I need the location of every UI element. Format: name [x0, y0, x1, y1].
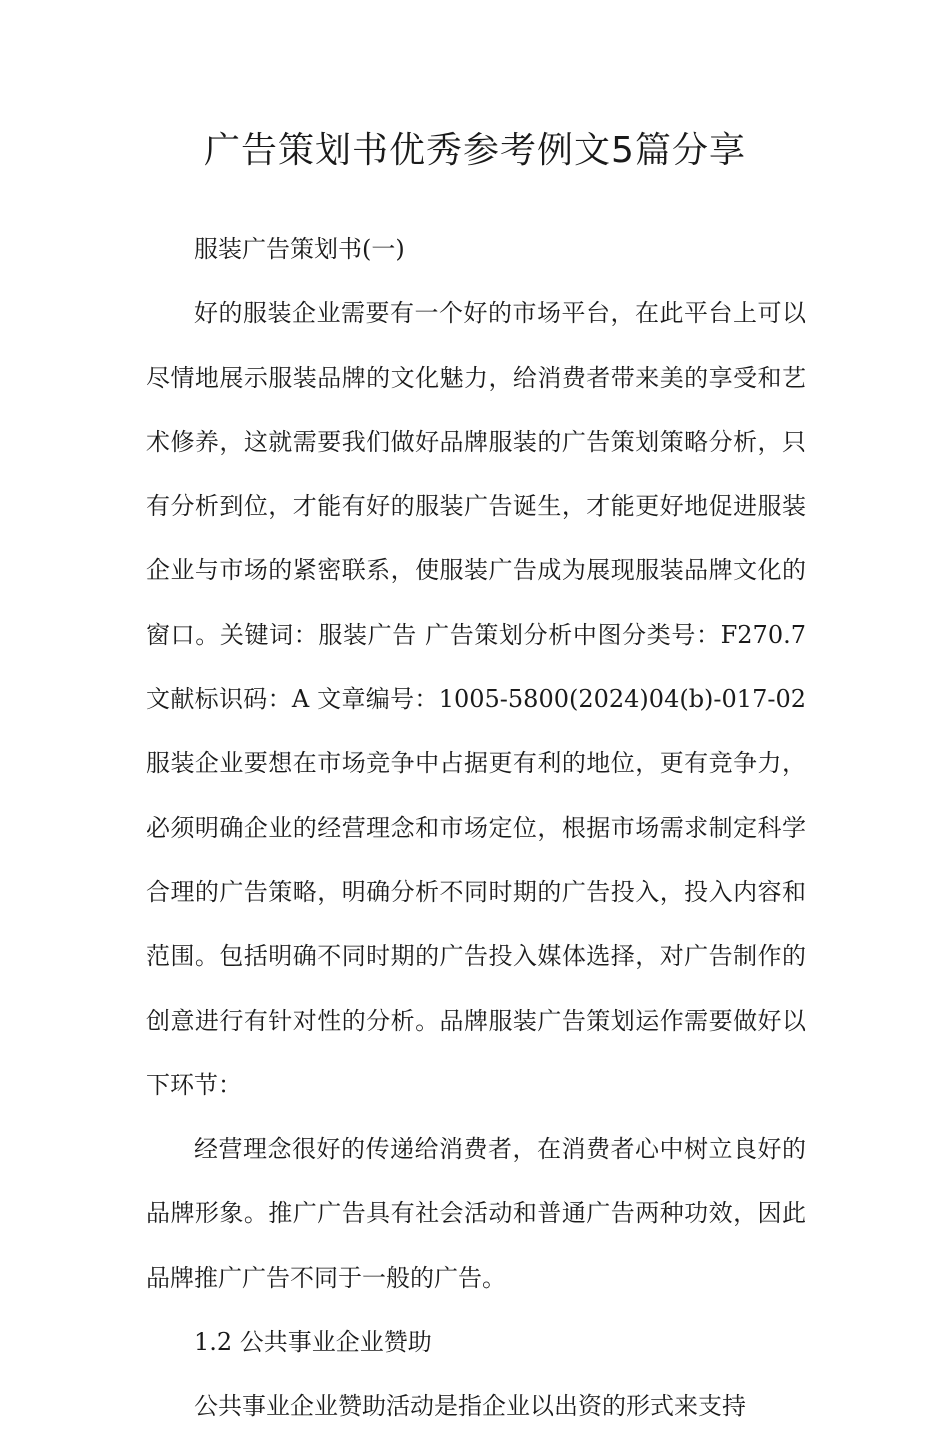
- body-paragraph: 经营理念很好的传递给消费者，在消费者心中树立良好的品牌形象。推广广告具有社会活动和普通广告两种功效，因此品牌推广广告不同于一般的广告。: [146, 1135, 806, 1292]
- body-paragraph: 公共事业企业赞助活动是指企业以出资的形式来支持: [194, 1392, 746, 1421]
- section-heading: 服装广告策划书(一): [194, 235, 405, 263]
- subsection-heading: 1.2 公共事业企业赞助: [194, 1328, 432, 1357]
- body-paragraph: 好的服装企业需要有一个好的市场平台，在此平台上可以尽情地展示服装品牌的文化魅力，给消费者带来美的享受和艺术修养，这就需要我们做好品牌服装的广告策划策略分析，只有分析到位，才能有好的服装广告诞生，才能更好地促进服装企业与市场的紧密联系，使服装广告成为展现服装品牌文化的窗口。关键词：服装广告 广告策划分析中图分类号：F270.7 文献标识码：A 文章编号：1005-5800(2024)04(b)-017-02服装企业要想在市场竞争中占据更有利的地位，更有竞争力，必须明确企业的经营理念和市场定位，根据市场需求制定科学合理的广告策略，明确分析不同时期的广告投入，投入内容和范围。包括明确不同时期的广告投入媒体选择，对广告制作的创意进行有针对性的分析。品牌服装广告策划运作需要做好以下环节：: [146, 299, 806, 1099]
- document-body: [146, 217, 806, 1439]
- document-title: 广告策划书优秀参考例文5篇分享: [204, 130, 746, 171]
